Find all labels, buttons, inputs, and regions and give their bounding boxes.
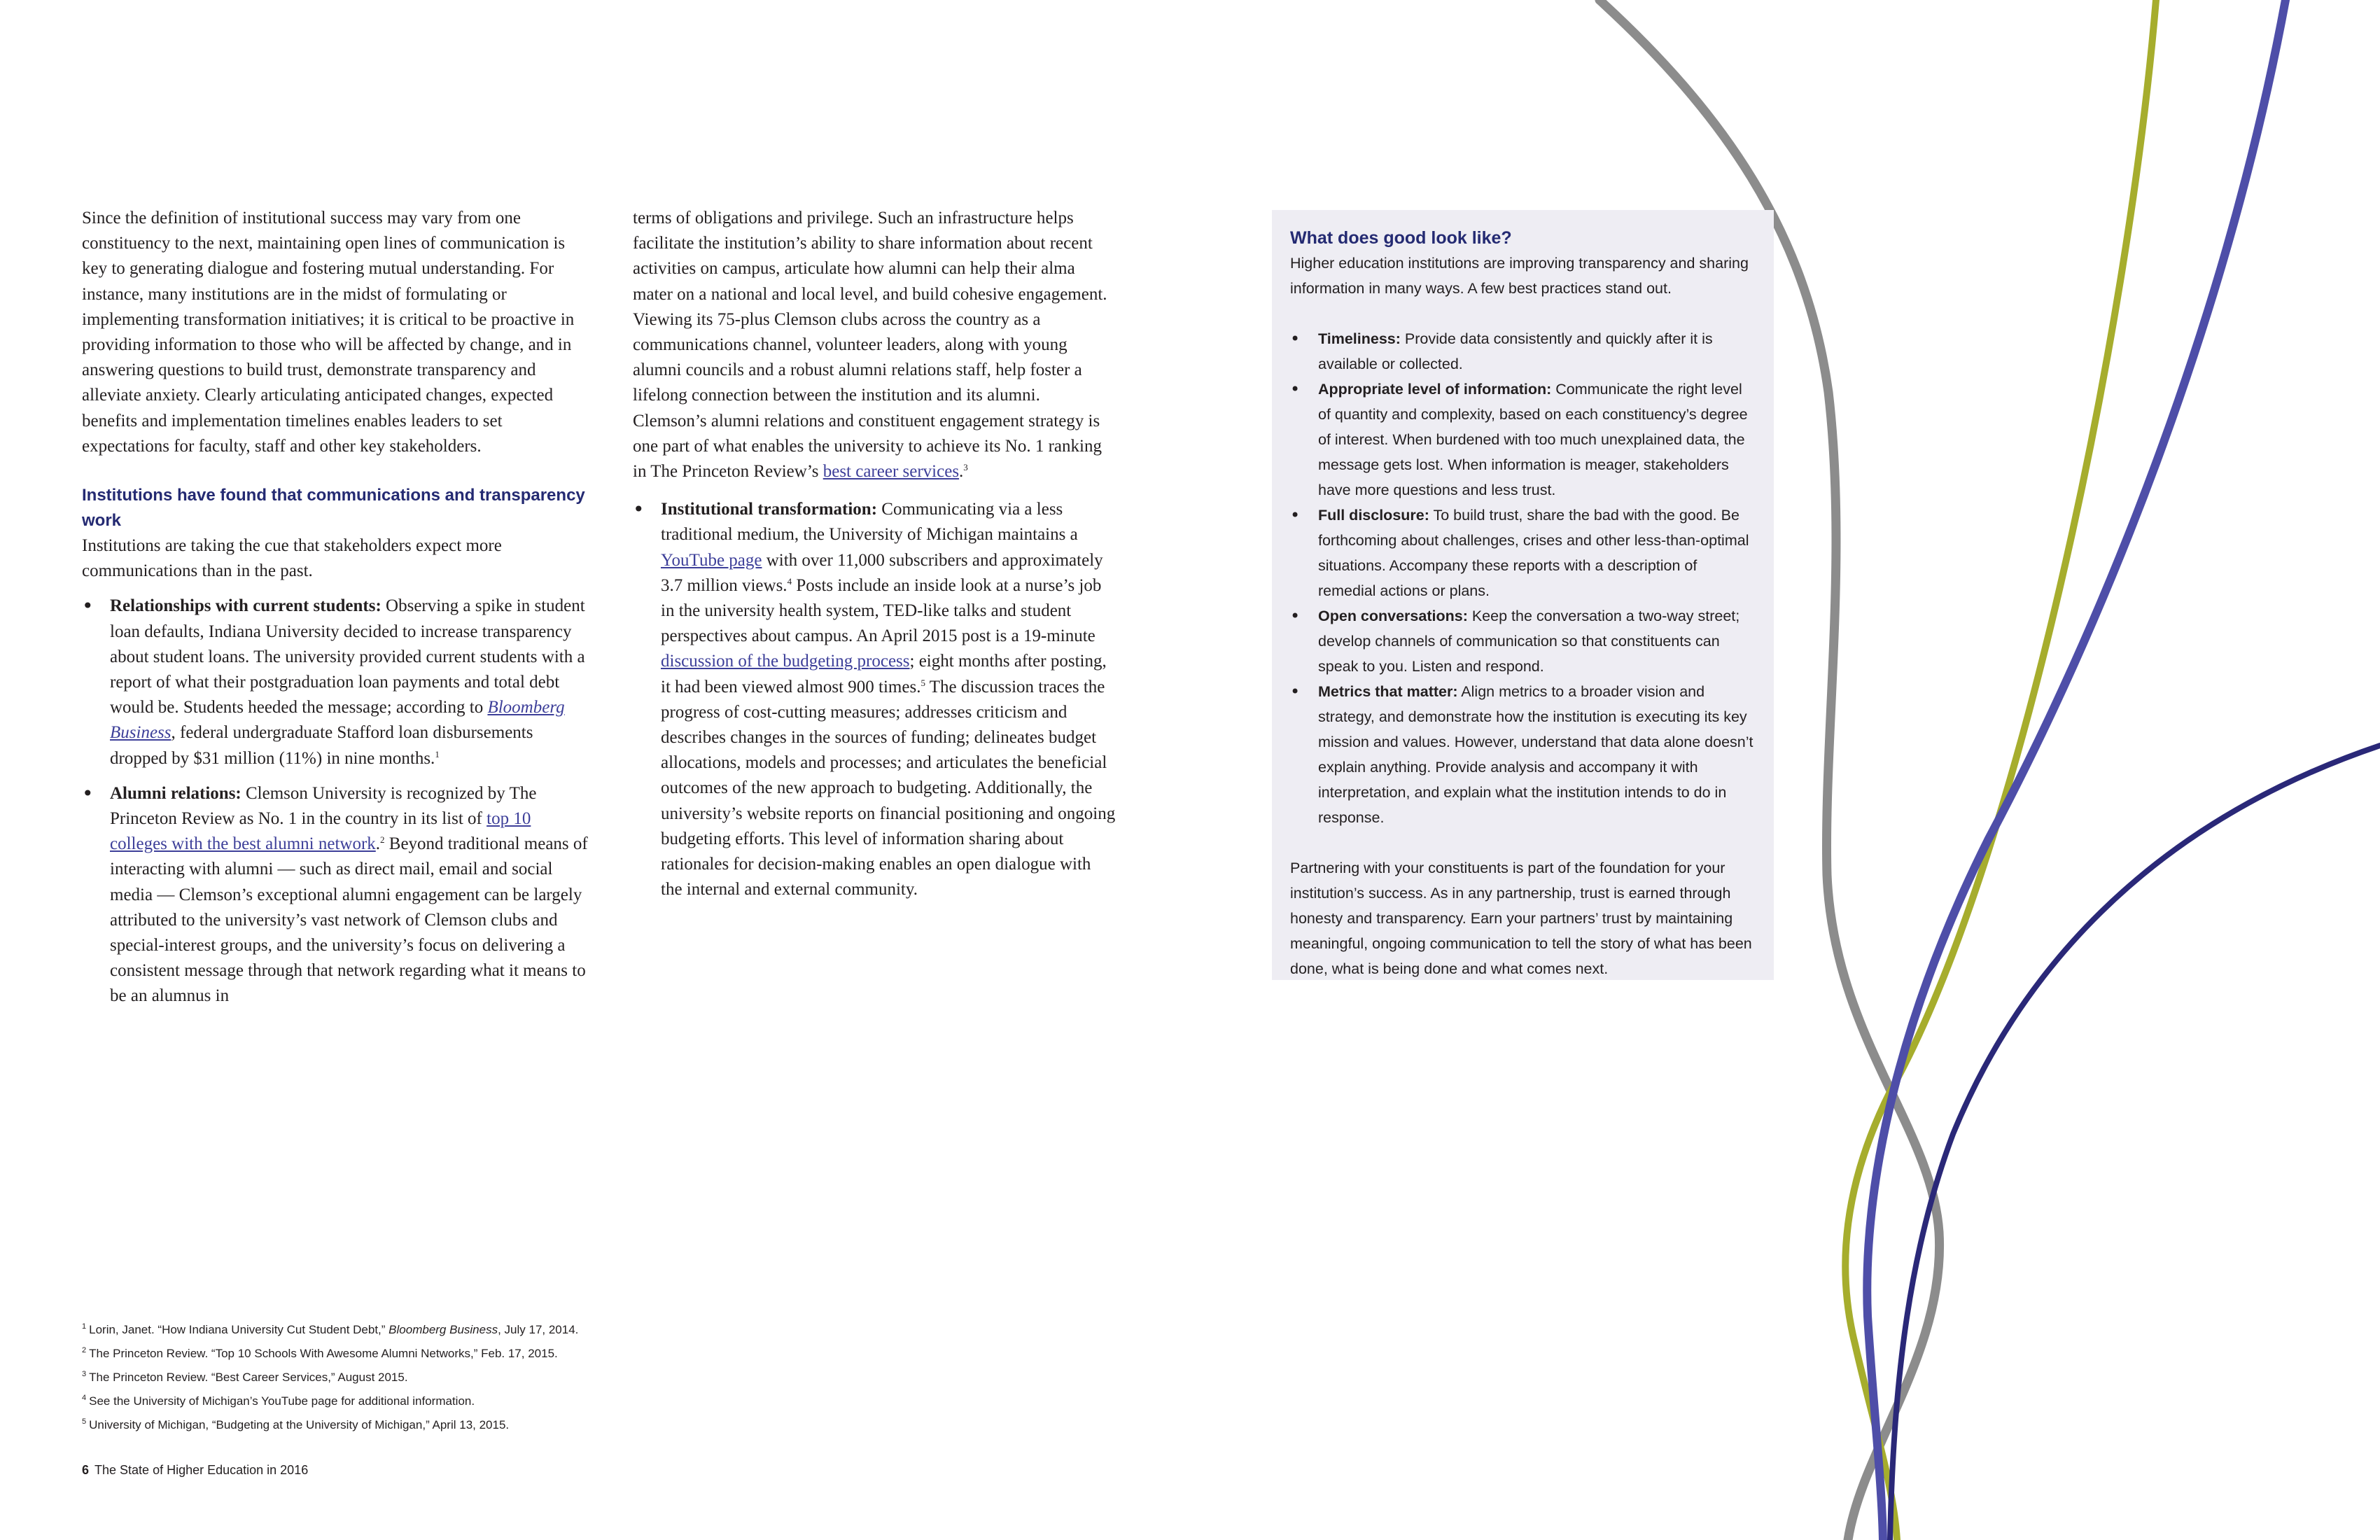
footnote: [82, 1366, 782, 1390]
sidebar-item-lead: Timeliness:: [1318, 330, 1401, 347]
footnote: [82, 1342, 782, 1366]
sidebar-closing: Partnering with your constituents is part of the foundation for your institution’s success. As in any partnership, trust is earned through honesty and transparency. Earn your partners’ trust by maintaining meaningful, ongoing communication to tell the story of what has been done, what is being done and what comes next.: [1290, 860, 1752, 977]
footnote-ref: 1: [435, 748, 440, 760]
olive-ribbon: [1845, 0, 2156, 1540]
bullet-text: with over 11,000 subscribers and approximately 3.7 million views.: [661, 550, 1103, 595]
footnote-ref: 4: [787, 575, 792, 587]
footnote-number: 5: [82, 1418, 87, 1426]
sidebar-item-lead: Open conversations:: [1318, 608, 1468, 624]
bullet-text: Observing a spike in student loan defaults, Indiana University decided to increase transparency about student loans. The university provided current students with a report of what their postgraduation loan payments and total debt would be. Students heeded the message; according to: [110, 596, 585, 718]
footnote-number: 1: [82, 1322, 87, 1331]
footnote-text: Lorin, Janet. “How Indiana University Cut Student Debt,”: [89, 1323, 389, 1336]
footnote-number: 4: [82, 1394, 87, 1402]
paragraph-text: .: [959, 462, 964, 482]
bullet-lead: Relationships with current students:: [110, 596, 382, 616]
sidebar-item: [1290, 503, 1756, 603]
footnote: [82, 1413, 782, 1437]
bullet-text: Beyond traditional means of interacting with alumni — such as direct mail, email and social media — Clemson’s exceptional alumni engagement can be largely attributed to the university’s vast network of Clemson clubs and special-interest groups, and the university’s focus on delivering a consistent message through that network regarding what it means to be an alumnus in: [110, 834, 588, 1006]
sidebar-list: [1290, 326, 1756, 830]
publication-title: The State of Higher Education in 2016: [94, 1463, 309, 1477]
bullet-institutional-transformation: [633, 497, 1116, 902]
paragraph-text: terms of obligations and privilege. Such an infrastructure helps facilitate the institution’s ability to share information about recent activities on campus, articulate how alumni can help their alma mater on a national and local level, and build cohesive engagement. Viewing its 75-plus Clemson clubs across the country as a communications channel, volunteer leaders, along with young alumni councils and a robust alumni relations staff, help foster a lifelong connection between the institution and its alumni. Clemson’s alumni relations and constituent engagement strategy is one part of what enables the university to achieve its No. 1 ranking in The Princeton Review’s: [633, 209, 1107, 482]
page-footer: [82, 1463, 308, 1478]
footnote-ref: 3: [963, 462, 968, 473]
continued-paragraph: [633, 206, 1116, 484]
bullet-text: ; eight months after posting, it had been viewed almost 900 times.: [661, 652, 1107, 696]
sidebar-title: What does good look like?: [1290, 228, 1512, 248]
top-10-colleges-link[interactable]: top 10 colleges with the best alumni network: [110, 809, 531, 854]
bloomberg-business-link[interactable]: Bloomberg Business: [110, 698, 565, 743]
footnote-ref: 5: [920, 677, 925, 688]
bullet-list: [633, 497, 1116, 902]
sidebar-item-text: Provide data consistently and quickly after it is available or collected.: [1318, 330, 1713, 372]
sidebar-item-text: Keep the conversation a two-way street; develop channels of communication so that constituents can speak to you. Listen and respond.: [1318, 608, 1740, 675]
section-intro: Institutions are taking the cue that stakeholders expect more communications than in the past.: [82, 536, 502, 581]
intro-paragraph: Since the definition of institutional success may vary from one constituency to the next, maintaining open lines of communication is key to generating dialogue and fostering mutual understanding. For instance, many institutions are in the midst of formulating or implementing transformation initiatives; it is critical to be proactive in providing information to those who will be affected by change, and in answering questions to build trust, demonstrate transparency and alleviate anxiety. Clearly articulating anticipated changes, expected benefits and implementation timelines enables leaders to set expectations for faculty, staff and other key stakeholders.: [82, 209, 575, 456]
bullet-lead: Alumni relations:: [110, 783, 241, 803]
footnote-text: See the University of Michigan’s YouTube page for additional information.: [89, 1394, 475, 1408]
footnotes: [82, 1318, 782, 1437]
bullet-text: The discussion traces the progress of cost-cutting measures; addresses criticism and describes changes in the sources of funding; delineates budget allocations, models and processes; and articulates the beneficial outcomes of the new approach to budgeting. Additionally, the university’s website reports on financial positioning and ongoing budgeting efforts. This level of information sharing about rationales for decision-making enables an open dialogue with the internal and external community.: [661, 677, 1116, 899]
navy-ribbon: [1890, 746, 2380, 1540]
footnote: [82, 1318, 782, 1342]
budgeting-process-link[interactable]: discussion of the budgeting process: [661, 652, 910, 671]
footnote-text: The Princeton Review. “Top 10 Schools With Awesome Alumni Networks,” Feb. 17, 2015.: [89, 1347, 558, 1360]
bullet-current-students: [82, 594, 589, 771]
sidebar-item: [1290, 603, 1756, 679]
violet-ribbon: [1867, 0, 2286, 1540]
sidebar-item-lead: Appropriate level of information:: [1318, 381, 1552, 398]
sidebar-item: [1290, 377, 1756, 503]
bullet-alumni-relations: [82, 781, 589, 1009]
youtube-page-link[interactable]: YouTube page: [661, 550, 762, 570]
column-left: [82, 206, 589, 1009]
page-number: 6: [82, 1463, 90, 1477]
footnote: [82, 1390, 782, 1413]
sidebar-item-text: Align metrics to a broader vision and strategy, and demonstrate how the institution is executing its key mission and values. However, understand that data alone doesn’t explain anything. Provide analysis and accompany it with interpretation, and explain what the institution intends to do in response.: [1318, 683, 1754, 826]
footnote-italic: Bloomberg Business: [388, 1323, 498, 1336]
bullet-lead: Institutional transformation:: [661, 500, 878, 519]
column-middle: [633, 206, 1116, 902]
sidebar-item-text: To build trust, share the bad with the good. Be forthcoming about challenges, crises and other less-than-optimal situations. Accompany these reports with a description of remedial actions or plans.: [1318, 507, 1749, 599]
bullet-text: Posts include an inside look at a nurse’s job in the university health system, TED-like talks and student perspectives about campus. An April 2015 post is a 19-minute: [661, 575, 1102, 646]
sidebar-item-lead: Full disclosure:: [1318, 507, 1429, 524]
footnote-number: 2: [82, 1346, 87, 1354]
footnote-number: 3: [82, 1370, 87, 1378]
sidebar-intro: Higher education institutions are improving transparency and sharing information in many ways. A few best practices stand out.: [1290, 255, 1749, 297]
section-heading: Institutions have found that communications and transparency work: [82, 486, 585, 531]
sidebar-item-text: Communicate the right level of quantity and complexity, based on each constituency’s degree of interest. When burdened with too much unexplained data, the message gets lost. When information is meager, stakeholders have more questions and less trust.: [1318, 381, 1748, 498]
bullet-text: Communicating via a less traditional medium, the University of Michigan maintains a: [661, 500, 1078, 545]
sidebar-item: [1290, 326, 1756, 377]
sidebar-item: [1290, 679, 1756, 830]
bullet-text: , federal undergraduate Stafford loan disbursements dropped by $31 million (11%) in nine months.: [110, 723, 533, 768]
footnote-text: University of Michigan, “Budgeting at the University of Michigan,” April 13, 2015.: [89, 1418, 510, 1432]
footnote-ref: 2: [380, 834, 385, 846]
bullet-text: Clemson University is recognized by The Princeton Review as No. 1 in the country in its list of: [110, 783, 537, 829]
best-career-services-link[interactable]: best career services: [822, 462, 960, 482]
footnote-text: , July 17, 2014.: [498, 1323, 579, 1336]
sidebar-item-lead: Metrics that matter:: [1318, 683, 1458, 700]
bullet-list: [82, 594, 589, 1009]
footnote-text: The Princeton Review. “Best Career Services,” August 2015.: [89, 1371, 408, 1384]
bullet-text: .: [375, 834, 381, 854]
best-practices-sidebar: [1272, 210, 1774, 980]
